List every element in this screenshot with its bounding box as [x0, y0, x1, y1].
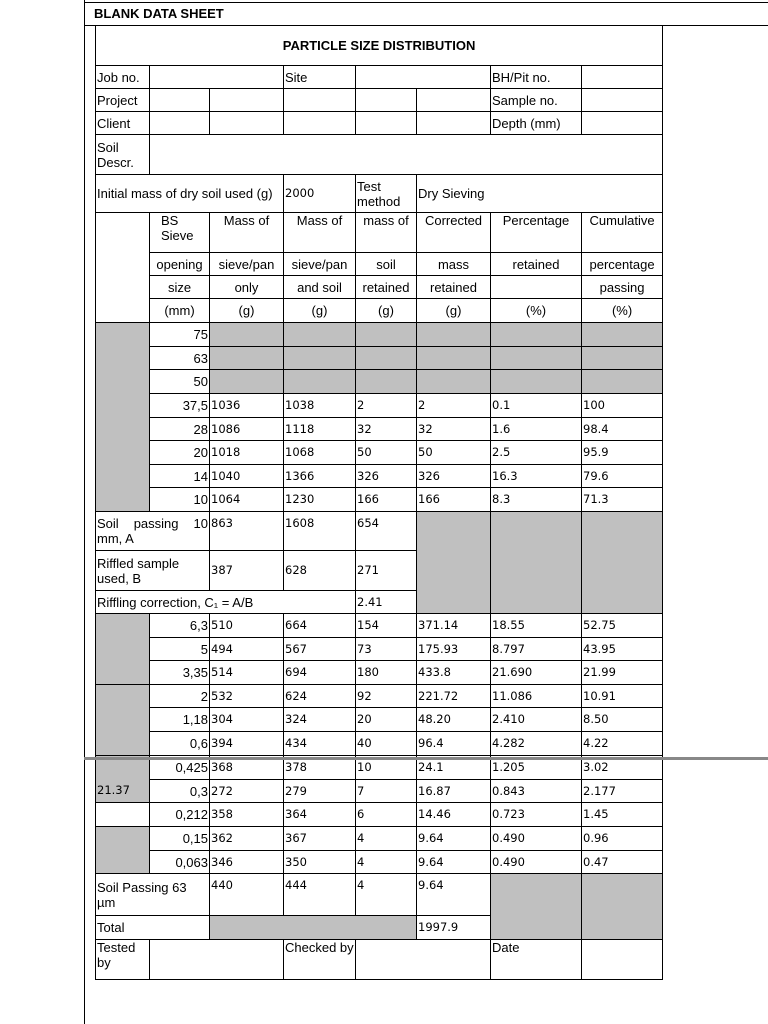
mass-soil-retained: 10 [356, 756, 417, 780]
shaded-cell [582, 370, 663, 394]
tested-by-field[interactable] [150, 940, 284, 980]
total-value: 1997.9 [417, 916, 491, 940]
mass-sieve-pan-soil: 624 [284, 685, 356, 708]
shaded-cell [284, 347, 356, 370]
cumulative-passing: 0.96 [582, 827, 663, 851]
sieve-size: 20 [150, 441, 210, 465]
shaded-cell [210, 347, 284, 370]
header-retained: retained [356, 276, 417, 299]
shaded-side-block [96, 614, 150, 685]
corrected-mass: 48.20 [417, 708, 491, 732]
mass-soil-retained: 4 [356, 851, 417, 874]
particle-size-table [95, 25, 663, 980]
percentage-retained: 0.490 [491, 827, 582, 851]
riffled-soil: 271 [356, 551, 417, 591]
header-unit: (g) [210, 299, 284, 323]
corrected-mass: 50 [417, 441, 491, 465]
soil-passing-63-pan-soil: 444 [284, 874, 356, 916]
header-sieve-pan: sieve/pan [284, 253, 356, 276]
cumulative-passing: 10.91 [582, 685, 663, 708]
percentage-retained: 0.1 [491, 394, 582, 418]
table-row [96, 638, 663, 661]
soil-passing-63-corrected: 9.64 [417, 874, 491, 916]
project-label: Project [96, 89, 150, 112]
riffled-sample-label: Riffled sample used, B [96, 551, 210, 591]
corrected-mass: 433.8 [417, 661, 491, 685]
corrected-mass: 175.93 [417, 638, 491, 661]
mass-sieve-pan-soil: 364 [284, 803, 356, 827]
client-field[interactable] [356, 112, 417, 135]
bh-pit-field[interactable] [582, 66, 663, 89]
test-method-label: Test method [356, 175, 417, 213]
shaded-cell [356, 347, 417, 370]
header-sieve-pan: sieve/pan [210, 253, 284, 276]
mass-sieve-pan: 532 [210, 685, 284, 708]
bh-pit-label: BH/Pit no. [491, 66, 582, 89]
header-unit: (g) [417, 299, 491, 323]
cumulative-passing: 95.9 [582, 441, 663, 465]
shaded-cell [491, 370, 582, 394]
mass-soil-retained: 7 [356, 780, 417, 803]
percentage-retained: 0.843 [491, 780, 582, 803]
client-field[interactable] [210, 112, 284, 135]
mass-sieve-pan-soil: 1366 [284, 465, 356, 488]
mass-sieve-pan: 346 [210, 851, 284, 874]
header-blank [96, 213, 150, 323]
shaded-cell [491, 347, 582, 370]
percentage-retained: 1.205 [491, 756, 582, 780]
soil-passing-pan-soil: 1608 [284, 512, 356, 551]
corrected-mass: 9.64 [417, 851, 491, 874]
mass-sieve-pan-soil: 1068 [284, 441, 356, 465]
mass-sieve-pan-soil: 279 [284, 780, 356, 803]
sieve-size: 3,35 [150, 661, 210, 685]
sieve-size: 37,5 [150, 394, 210, 418]
mass-sieve-pan: 494 [210, 638, 284, 661]
table-row [96, 661, 663, 685]
shaded-side-block [96, 827, 150, 874]
sample-no-field[interactable] [582, 89, 663, 112]
mass-sieve-pan-soil: 567 [284, 638, 356, 661]
client-field[interactable] [150, 112, 210, 135]
header-mass-of: Mass of [284, 213, 356, 253]
mass-sieve-pan: 1064 [210, 488, 284, 512]
client-field[interactable] [417, 112, 491, 135]
mass-sieve-pan: 368 [210, 756, 284, 780]
tested-by-label: Tested by [96, 940, 150, 980]
shaded-cell [284, 323, 356, 347]
sieve-size: 75 [150, 323, 210, 347]
soil-descr-field[interactable] [150, 135, 663, 175]
header-cumulative: Cumulative [582, 213, 663, 253]
percentage-retained: 8.797 [491, 638, 582, 661]
header-size: size [150, 276, 210, 299]
project-field[interactable] [284, 89, 356, 112]
mass-sieve-pan-soil: 350 [284, 851, 356, 874]
cumulative-passing: 8.50 [582, 708, 663, 732]
percentage-retained: 11.086 [491, 685, 582, 708]
header-unit: (g) [284, 299, 356, 323]
table-row [96, 851, 663, 874]
cumulative-passing: 3.02 [582, 756, 663, 780]
mass-sieve-pan-soil: 434 [284, 732, 356, 756]
side-note-value: 21.37 [97, 783, 130, 797]
mass-sieve-pan: 1018 [210, 441, 284, 465]
page-break-rule [84, 757, 768, 760]
header-percentage: percentage [582, 253, 663, 276]
mass-soil-retained: 73 [356, 638, 417, 661]
mass-soil-retained: 180 [356, 661, 417, 685]
header-only: only [210, 276, 284, 299]
sieve-size: 0,063 [150, 851, 210, 874]
corrected-mass: 96.4 [417, 732, 491, 756]
total-label: Total [96, 916, 210, 940]
test-method-value: Dry Sieving [417, 175, 663, 213]
shaded-cell [356, 370, 417, 394]
date-field[interactable] [582, 940, 663, 980]
cumulative-passing: 1.45 [582, 803, 663, 827]
table-row [96, 614, 663, 638]
mass-sieve-pan-soil: 378 [284, 756, 356, 780]
soil-passing-soil: 654 [356, 512, 417, 551]
header-retained: retained [417, 276, 491, 299]
mass-soil-retained: 92 [356, 685, 417, 708]
date-label: Date [491, 940, 582, 980]
percentage-retained: 0.490 [491, 851, 582, 874]
mass-sieve-pan-soil: 367 [284, 827, 356, 851]
mass-sieve-pan-soil: 1118 [284, 418, 356, 441]
mass-sieve-pan-soil: 664 [284, 614, 356, 638]
sieve-size: 6,3 [150, 614, 210, 638]
project-field[interactable] [150, 89, 210, 112]
table-row [96, 488, 663, 512]
table-row [96, 394, 663, 418]
mass-sieve-pan: 510 [210, 614, 284, 638]
table-row [96, 685, 663, 708]
site-label: Site [284, 66, 356, 89]
header-opening: opening [150, 253, 210, 276]
soil-passing-10mm-label: Soil passing 10 mm, A [96, 512, 210, 551]
header-mass-of: mass of [356, 213, 417, 253]
percentage-retained: 16.3 [491, 465, 582, 488]
percentage-retained: 18.55 [491, 614, 582, 638]
cumulative-passing: 4.22 [582, 732, 663, 756]
mass-soil-retained: 326 [356, 465, 417, 488]
soil-passing-63-pan: 440 [210, 874, 284, 916]
mass-sieve-pan-soil: 324 [284, 708, 356, 732]
job-no-label: Job no. [96, 66, 150, 89]
header-soil: soil [356, 253, 417, 276]
sieve-size: 14 [150, 465, 210, 488]
header-mass: mass [417, 253, 491, 276]
shaded-side-block [96, 685, 150, 756]
riffled-pan-soil: 628 [284, 551, 356, 591]
percentage-retained: 2.410 [491, 708, 582, 732]
cumulative-passing: 21.99 [582, 661, 663, 685]
cumulative-passing: 98.4 [582, 418, 663, 441]
initial-mass-label: Initial mass of dry soil used (g) [96, 175, 284, 213]
percentage-retained: 21.690 [491, 661, 582, 685]
mass-soil-retained: 6 [356, 803, 417, 827]
header-unit: (%) [582, 299, 663, 323]
shaded-cell [582, 512, 663, 614]
percentage-retained: 1.6 [491, 418, 582, 441]
checked-by-label: Checked by [284, 940, 356, 980]
sieve-size: 0,6 [150, 732, 210, 756]
checked-by-field[interactable] [356, 940, 491, 980]
site-field[interactable] [356, 66, 491, 89]
side-note [96, 756, 150, 803]
header-blank [491, 276, 582, 299]
table-row [96, 827, 663, 851]
mass-sieve-pan: 1040 [210, 465, 284, 488]
cumulative-passing: 0.47 [582, 851, 663, 874]
mass-sieve-pan: 272 [210, 780, 284, 803]
corrected-mass: 14.46 [417, 803, 491, 827]
shaded-cell [491, 874, 582, 940]
shaded-cell [210, 323, 284, 347]
riffling-correction-value: 2.41 [356, 591, 417, 614]
mass-soil-retained: 166 [356, 488, 417, 512]
mass-sieve-pan-soil: 694 [284, 661, 356, 685]
mass-soil-retained: 4 [356, 827, 417, 851]
shaded-side-block [96, 323, 150, 512]
project-field[interactable] [417, 89, 491, 112]
cumulative-passing: 100 [582, 394, 663, 418]
percentage-retained: 4.282 [491, 732, 582, 756]
mass-sieve-pan: 394 [210, 732, 284, 756]
sheet-title: BLANK DATA SHEET [94, 6, 224, 21]
shaded-cell [491, 323, 582, 347]
mass-soil-retained: 20 [356, 708, 417, 732]
corrected-mass: 326 [417, 465, 491, 488]
mass-soil-retained: 50 [356, 441, 417, 465]
sieve-size: 50 [150, 370, 210, 394]
table-row [96, 418, 663, 441]
sieve-size: 1,18 [150, 708, 210, 732]
job-no-field[interactable] [150, 66, 284, 89]
initial-mass-value: 2000 [284, 175, 356, 213]
soil-passing-63-soil: 4 [356, 874, 417, 916]
sieve-size: 2 [150, 685, 210, 708]
blank-cell [96, 803, 150, 827]
corrected-mass: 221.72 [417, 685, 491, 708]
project-field[interactable] [356, 89, 417, 112]
shaded-cell [582, 323, 663, 347]
shaded-cell [210, 916, 417, 940]
riffled-pan: 387 [210, 551, 284, 591]
mass-soil-retained: 2 [356, 394, 417, 418]
corrected-mass: 16.87 [417, 780, 491, 803]
percentage-retained: 8.3 [491, 488, 582, 512]
header-passing: passing [582, 276, 663, 299]
cumulative-passing: 52.75 [582, 614, 663, 638]
sieve-size: 0,212 [150, 803, 210, 827]
shaded-cell [417, 370, 491, 394]
depth-field[interactable] [582, 112, 663, 135]
mass-sieve-pan: 1086 [210, 418, 284, 441]
soil-passing-pan: 863 [210, 512, 284, 551]
mass-sieve-pan: 362 [210, 827, 284, 851]
corrected-mass: 9.64 [417, 827, 491, 851]
header-retained: retained [491, 253, 582, 276]
sieve-size: 0,15 [150, 827, 210, 851]
corrected-mass: 166 [417, 488, 491, 512]
sheet-heading: PARTICLE SIZE DISTRIBUTION [96, 26, 663, 66]
header-percentage: Percentage [491, 213, 582, 253]
shaded-cell [582, 874, 663, 940]
table-row [96, 465, 663, 488]
mass-sieve-pan: 304 [210, 708, 284, 732]
percentage-retained: 0.723 [491, 803, 582, 827]
sieve-size: 0,3 [150, 780, 210, 803]
sieve-size: 10 [150, 488, 210, 512]
mass-sieve-pan: 514 [210, 661, 284, 685]
cumulative-passing: 71.3 [582, 488, 663, 512]
cumulative-passing: 43.95 [582, 638, 663, 661]
mass-sieve-pan: 1036 [210, 394, 284, 418]
shaded-cell [417, 512, 491, 614]
header-unit: (g) [356, 299, 417, 323]
mass-soil-retained: 154 [356, 614, 417, 638]
header-bs-sieve: BS Sieve [150, 213, 210, 253]
shaded-cell [491, 512, 582, 614]
mass-soil-retained: 40 [356, 732, 417, 756]
header-corrected: Corrected [417, 213, 491, 253]
corrected-mass: 24.1 [417, 756, 491, 780]
table-row [96, 803, 663, 827]
shaded-cell [210, 370, 284, 394]
shaded-cell [582, 347, 663, 370]
percentage-retained: 2.5 [491, 441, 582, 465]
soil-descr-label: Soil Descr. [96, 135, 150, 175]
corrected-mass: 371.14 [417, 614, 491, 638]
header-and-soil: and soil [284, 276, 356, 299]
sieve-size: 5 [150, 638, 210, 661]
shaded-cell [356, 323, 417, 347]
shaded-cell [417, 323, 491, 347]
corrected-mass: 2 [417, 394, 491, 418]
soil-passing-63-label: Soil Passing 63 µm [96, 874, 210, 916]
table-row [96, 732, 663, 756]
header-unit: (%) [491, 299, 582, 323]
depth-label: Depth (mm) [491, 112, 582, 135]
cumulative-passing: 2.177 [582, 780, 663, 803]
header-mass-of: Mass of [210, 213, 284, 253]
corrected-mass: 32 [417, 418, 491, 441]
shaded-cell [284, 370, 356, 394]
header-unit: (mm) [150, 299, 210, 323]
cumulative-passing: 79.6 [582, 465, 663, 488]
client-label: Client [96, 112, 150, 135]
sieve-size: 63 [150, 347, 210, 370]
shaded-cell [417, 347, 491, 370]
sieve-size: 28 [150, 418, 210, 441]
mass-sieve-pan-soil: 1038 [284, 394, 356, 418]
project-field[interactable] [210, 89, 284, 112]
mass-soil-retained: 32 [356, 418, 417, 441]
table-row [96, 780, 663, 803]
table-row [96, 441, 663, 465]
mass-sieve-pan: 358 [210, 803, 284, 827]
top-rule [84, 2, 768, 3]
riffling-correction-label: Riffling correction, C₁ = A/B [96, 591, 356, 614]
sample-no-label: Sample no. [491, 89, 582, 112]
client-field[interactable] [284, 112, 356, 135]
table-row [96, 708, 663, 732]
sieve-size: 0,425 [150, 756, 210, 780]
mass-sieve-pan-soil: 1230 [284, 488, 356, 512]
